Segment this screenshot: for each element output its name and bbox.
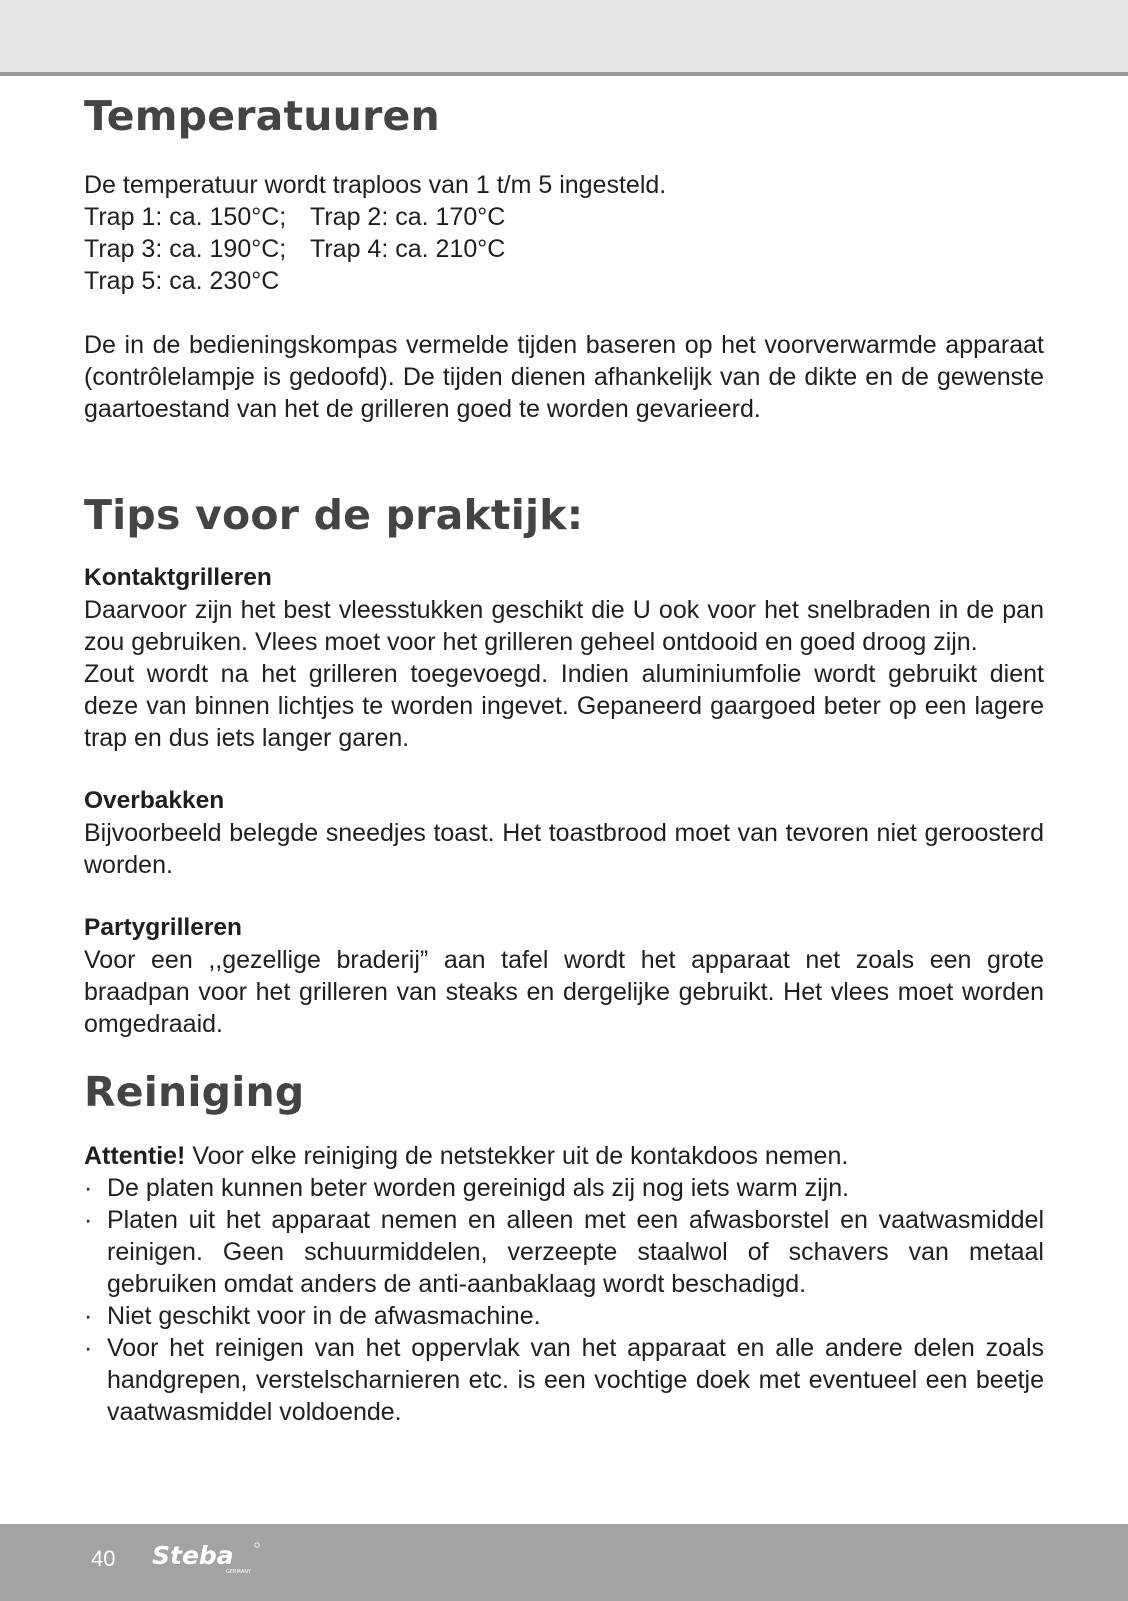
temperature-step-row bbox=[84, 233, 1044, 265]
page-number: 40 bbox=[91, 1546, 116, 1571]
temperature-step: Trap 1: ca. 150°C; bbox=[84, 203, 287, 232]
footer-band bbox=[0, 1524, 1128, 1601]
subheading-partygrilleren: Partygrilleren bbox=[84, 914, 242, 942]
steba-logo bbox=[152, 1540, 272, 1576]
bullet-dot-icon: · bbox=[84, 1205, 93, 1234]
cleaning-list bbox=[84, 1172, 1044, 1428]
list-item bbox=[84, 1172, 1044, 1204]
temperature-step-row bbox=[84, 201, 1044, 233]
list-item-text: Niet geschikt voor in de afwasmachine. bbox=[107, 1301, 541, 1330]
temperature-step: Trap 5: ca. 230°C bbox=[84, 267, 280, 296]
brand-name: Steba bbox=[152, 1541, 234, 1570]
temperature-note: De in de bedieningskompas vermelde tijden baseren op het voorverwarmde apparaat (contrôlelampje is gedoofd). De tijden dienen afhankelijk van de dikte en de gewenste gaartoestand van het de grilleren goed te worden gevarieerd. bbox=[84, 331, 1044, 424]
temperature-step: Trap 4: ca. 210°C bbox=[310, 235, 506, 264]
temperature-intro: De temperatuur wordt traploos van 1 t/m 5 ingesteld. bbox=[84, 171, 667, 200]
kontakt-paragraph-1: Daarvoor zijn het best vleesstukken geschikt die U ook voor het snelbraden in de pan zou gebruiken. Vlees moet voor het grilleren geheel ontdooid en goed droog zijn. bbox=[84, 596, 1044, 657]
subheading-kontaktgrilleren: Kontaktgrilleren bbox=[84, 564, 272, 592]
header-band bbox=[0, 0, 1128, 76]
temperature-step-row bbox=[84, 265, 1044, 297]
list-item bbox=[84, 1332, 1044, 1428]
temperature-step: Trap 2: ca. 170°C bbox=[310, 203, 506, 232]
temperature-step: Trap 3: ca. 190°C; bbox=[84, 235, 287, 264]
section-title-tips: Tips voor de praktijk: bbox=[84, 491, 584, 540]
list-item bbox=[84, 1300, 1044, 1332]
brand-subtitle: GERMANY bbox=[226, 1569, 252, 1575]
page-content bbox=[84, 76, 1044, 1428]
subheading-overbakken: Overbakken bbox=[84, 787, 225, 815]
list-item bbox=[84, 1204, 1044, 1300]
list-item-text: Platen uit het apparaat nemen en alleen met een afwasborstel en vaatwasmiddel reinigen. Geen schuurmiddelen, verzeepte staalwol of schavers van metaal gebruiken omdat anders de anti-aanbaklaag wordt beschadigd. bbox=[107, 1205, 1044, 1298]
party-paragraph: Voor een ,,gezellige braderij” aan tafel wordt het apparaat net zoals een grote braadpan voor het grilleren van steaks en dergelijke gebruikt. Het vlees moet worden omgedraaid. bbox=[84, 946, 1044, 1039]
attention-label: Attentie! bbox=[84, 1141, 186, 1170]
list-item-text: Voor het reinigen van het oppervlak van het apparaat en alle andere delen zoals handgrepen, verstelscharnieren etc. is een vochtige doek met eventueel een beetje vaatwasmiddel voldoende. bbox=[107, 1333, 1044, 1426]
section-title-temperaturen: Temperatuuren bbox=[84, 92, 440, 140]
bullet-dot-icon: · bbox=[84, 1173, 93, 1202]
temperature-steps bbox=[84, 201, 1044, 297]
attention-line bbox=[84, 1140, 1044, 1172]
list-item-text: De platen kunnen beter worden gereinigd als zij nog iets warm zijn. bbox=[107, 1173, 850, 1202]
attention-text: Voor elke reiniging de netstekker uit de kontakdoos nemen. bbox=[185, 1141, 849, 1170]
section-title-reiniging: Reiniging bbox=[84, 1068, 305, 1117]
overbakken-paragraph: Bijvoorbeeld belegde sneedjes toast. Het toastbrood moet van tevoren niet geroosterd worden. bbox=[84, 819, 1044, 880]
kontakt-paragraph-2: Zout wordt na het grilleren toegevoegd. Indien aluminiumfolie wordt gebruikt dient deze van binnen lichtjes te worden ingevet. Gepaneerd gaargoed beter op een lagere trap en dus iets langer garen. bbox=[84, 660, 1044, 753]
bullet-dot-icon: · bbox=[84, 1301, 93, 1330]
bullet-dot-icon: · bbox=[84, 1333, 93, 1362]
